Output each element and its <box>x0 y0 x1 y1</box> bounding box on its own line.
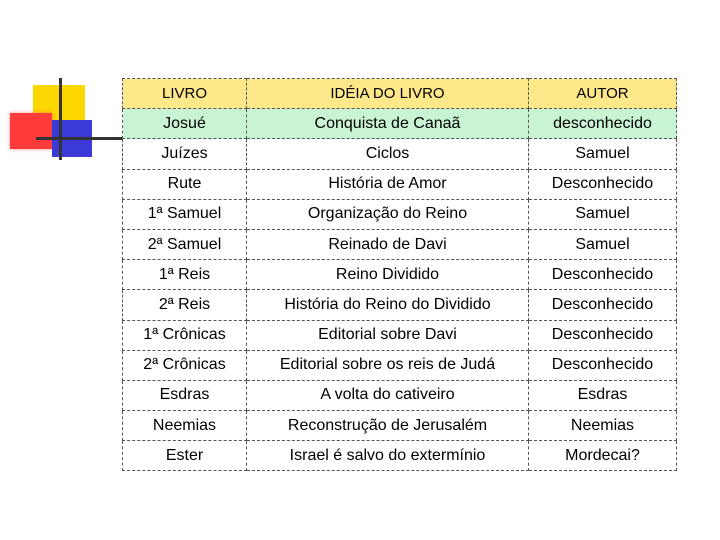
decorative-logo <box>0 0 130 170</box>
cell-ideia: Reinado de Davi <box>247 229 529 259</box>
cell-autor: Desconhecido <box>529 350 677 380</box>
cell-ideia: Israel é salvo do extermínio <box>247 441 529 471</box>
cell-ideia: Organização do Reino <box>247 199 529 229</box>
table-row <box>123 320 677 350</box>
header-autor: AUTOR <box>529 79 677 109</box>
table-row <box>123 169 677 199</box>
cell-ideia: Ciclos <box>247 139 529 169</box>
cell-autor: Samuel <box>529 229 677 259</box>
table-row <box>123 260 677 290</box>
cell-livro: Juízes <box>123 139 247 169</box>
cell-autor: Esdras <box>529 380 677 410</box>
cell-ideia: A volta do cativeiro <box>247 380 529 410</box>
table-row <box>123 109 677 139</box>
table-header-row <box>123 79 677 109</box>
cell-ideia: Editorial sobre Davi <box>247 320 529 350</box>
header-ideia-do-livro: IDÉIA DO LIVRO <box>247 79 529 109</box>
table-row <box>123 411 677 441</box>
table-row <box>123 380 677 410</box>
table-row <box>123 139 677 169</box>
cell-autor: Neemias <box>529 411 677 441</box>
table-row <box>123 290 677 320</box>
cell-autor: Desconhecido <box>529 260 677 290</box>
cell-livro: 1ª Reis <box>123 260 247 290</box>
table-row <box>123 350 677 380</box>
cell-livro: 1ª Crônicas <box>123 320 247 350</box>
cell-ideia: História de Amor <box>247 169 529 199</box>
cell-autor: Desconhecido <box>529 320 677 350</box>
header-livro: LIVRO <box>123 79 247 109</box>
logo-vertical-line <box>59 78 62 160</box>
cell-autor: Desconhecido <box>529 169 677 199</box>
cell-ideia: História do Reino do Dividido <box>247 290 529 320</box>
table-row <box>123 441 677 471</box>
cell-livro: Esdras <box>123 380 247 410</box>
cell-livro: 2ª Reis <box>123 290 247 320</box>
cell-ideia: Reconstrução de Jerusalém <box>247 411 529 441</box>
cell-autor: Mordecai? <box>529 441 677 471</box>
cell-livro: Rute <box>123 169 247 199</box>
cell-autor: Samuel <box>529 199 677 229</box>
cell-livro: Ester <box>123 441 247 471</box>
cell-ideia: Editorial sobre os reis de Judá <box>247 350 529 380</box>
cell-autor: Samuel <box>529 139 677 169</box>
cell-livro: 1ª Samuel <box>123 199 247 229</box>
cell-autor: desconhecido <box>529 109 677 139</box>
cell-ideia: Reino Dividido <box>247 260 529 290</box>
cell-livro: Neemias <box>123 411 247 441</box>
cell-ideia: Conquista de Canaã <box>247 109 529 139</box>
cell-livro: 2ª Crônicas <box>123 350 247 380</box>
table-row <box>123 199 677 229</box>
cell-autor: Desconhecido <box>529 290 677 320</box>
cell-livro: Josué <box>123 109 247 139</box>
logo-red-square <box>10 113 52 149</box>
table-row <box>123 229 677 259</box>
cell-livro: 2ª Samuel <box>123 229 247 259</box>
logo-horizontal-line <box>36 137 122 140</box>
books-table <box>122 78 677 471</box>
